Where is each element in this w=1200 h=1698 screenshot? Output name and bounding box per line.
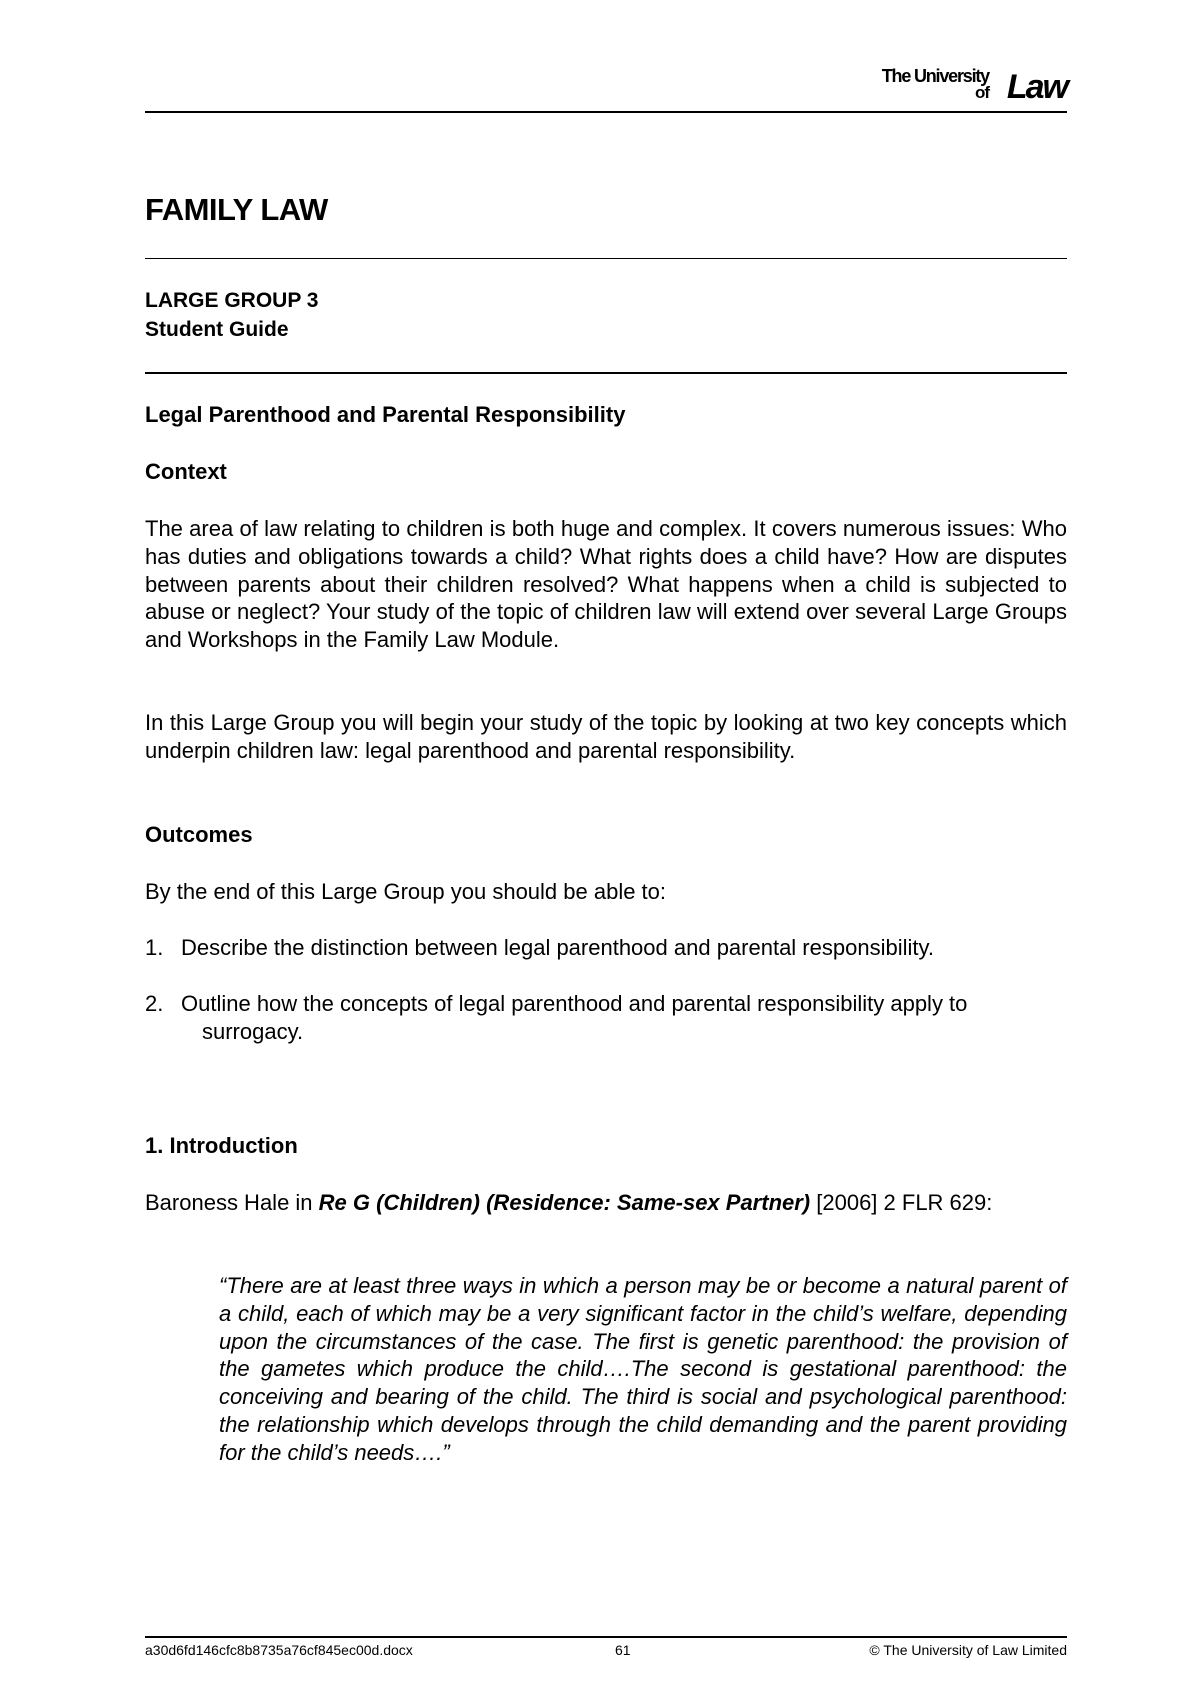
quotation-block: “There are at least three ways in which a person may be or become a natural parent of a child, each of which may be a very significant factor in the child’s welfare, depending upon the circumstances of the case. The first is genetic parenthood: the provision of the gametes which produce the child….The second is gestational parenthood: the conceiving and bearing of the child. The third is social and psychological parenthood: the relationship which develops through the child demanding and the parent providing for the child’s needs….”	[219, 1273, 1067, 1465]
outcome-item-1	[145, 934, 1103, 962]
subtitle-rule	[145, 372, 1067, 374]
subtitle-block	[145, 286, 1067, 344]
context-heading: Context	[145, 459, 227, 484]
footer-copyright: © The University of Law Limited	[869, 1642, 1067, 1658]
logo-line-law: Law	[1006, 68, 1067, 106]
list-text-continuation: surrogacy.	[202, 1018, 304, 1044]
lead-text: Baroness Hale in	[145, 1190, 319, 1215]
context-paragraph-1: The area of law relating to children is both huge and complex. It covers numerous issues: Who has duties and obligations towards a child? What rights does a child have? How are disputes between parents about their children resolved? What happens when a child is subjected to abuse or neglect? Your study of the topic of children law will extend over several Large Groups and Workshops in the Family Law Module.	[145, 516, 1067, 653]
title-rule	[145, 258, 1067, 259]
footer-filename: a30d6fd146cfc8b8735a76cf845ec00d.docx	[145, 1642, 413, 1658]
list-text: Outline how the concepts of legal parenthood and parental responsibility apply to	[181, 991, 968, 1016]
footer-page-number: 61	[615, 1642, 631, 1658]
document-page	[145, 0, 1067, 1698]
large-group-label: LARGE GROUP 3	[145, 289, 319, 312]
header-rule	[145, 111, 1067, 113]
list-text: Describe the distinction between legal parenthood and parental responsibility.	[181, 935, 934, 960]
outcome-item-2	[145, 990, 1103, 1046]
case-citation: Re G (Children) (Residence: Same-sex Partner)	[318, 1190, 811, 1215]
context-paragraph-2: In this Large Group you will begin your study of the topic by looking at two key concepts which underpin children law: legal parenthood and parental responsibility.	[145, 710, 1067, 763]
introduction-lead	[145, 1189, 1067, 1217]
outcomes-heading: Outcomes	[145, 822, 253, 847]
list-number: 1.	[145, 935, 164, 960]
outcomes-intro: By the end of this Large Group you should be able to:	[145, 879, 667, 904]
document-title: FAMILY LAW	[145, 192, 328, 227]
logo-line-of: of	[974, 83, 989, 102]
section-title: Legal Parenthood and Parental Responsibility	[145, 402, 626, 427]
introduction-heading: 1. Introduction	[145, 1133, 298, 1158]
university-logo	[857, 66, 1067, 106]
footer-rule	[145, 1636, 1067, 1638]
lead-text-after: [2006] 2 FLR 629:	[810, 1190, 993, 1215]
logo-line-university: The University	[881, 66, 989, 86]
student-guide-label: Student Guide	[145, 318, 289, 341]
list-number: 2.	[145, 991, 164, 1016]
